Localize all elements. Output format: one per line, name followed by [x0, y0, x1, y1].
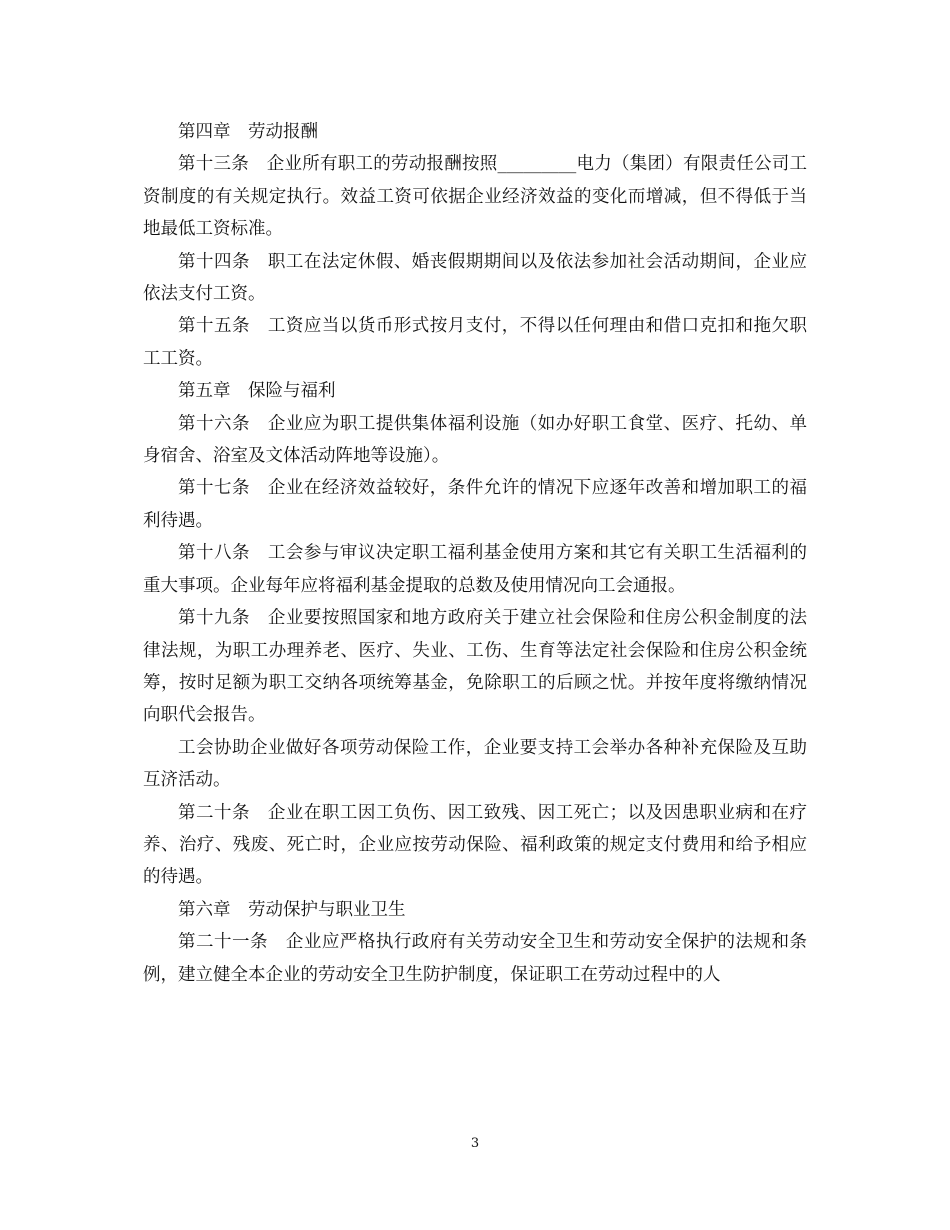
chapter-heading-5: 第五章 保险与福利 — [178, 381, 336, 402]
article-18: 第十八条 工会参与审议决定职工福利基金使用方案和其它有关职工生活福利的重大事项。企业每年应将福利基金提取的总数及使用情况向工会通报。 — [143, 543, 807, 596]
article-21: 第二十一条 企业应严格执行政府有关劳动安全卫生和劳动安全保护的法规和条例，建立健全本企业的劳动安全卫生防护制度，保证职工在劳动过程中的人 — [143, 932, 807, 985]
article-20: 第二十条 企业在职工因工负伤、因工致残、因工死亡；以及因患职业病和在疗养、治疗、残废、死亡时，企业应按劳动保险、福利政策的规定支付费用和给予相应的待遇。 — [143, 802, 807, 888]
article-14: 第十四条 职工在法定休假、婚丧假期期间以及依法参加社会活动期间，企业应依法支付工资。 — [143, 251, 807, 305]
article-19: 第十九条 企业要按照国家和地方政府关于建立社会保险和住房公积金制度的法律法规，为职工办理养老、医疗、失业、工伤、生育等法定社会保险和住房公积金统筹，按时足额为职工交纳各项统筹基金，免除职工的后顾之忧。并按年度将缴纳情况向职代会报告。 — [143, 608, 807, 726]
article-19-continued: 工会协助企业做好各项劳动保险工作，企业要支持工会举办各种补充保险及互助互济活动。 — [143, 737, 807, 791]
document-body — [143, 116, 807, 991]
article-17: 第十七条 企业在经济效益较好，条件允许的情况下应逐年改善和增加职工的福利待遇。 — [143, 478, 807, 531]
article-13: 第十三条 企业所有职工的劳动报酬按照_________电力（集团）有限责任公司工资制度的有关规定执行。效益工资可依据企业经济效益的变化而增减，但不得低于当地最低工资标准。 — [143, 154, 807, 240]
chapter-heading-6: 第六章 劳动保护与职业卫生 — [178, 899, 406, 920]
page-number: 3 — [470, 1136, 480, 1151]
article-15: 第十五条 工资应当以货币形式按月支付，不得以任何理由和借口克扣和拖欠职工工资。 — [143, 316, 807, 369]
article-16: 第十六条 企业应为职工提供集体福利设施（如办好职工食堂、医疗、托幼、单身宿舍、浴室及文体活动阵地等设施）。 — [143, 413, 807, 467]
chapter-heading-4: 第四章 劳动报酬 — [178, 122, 318, 142]
